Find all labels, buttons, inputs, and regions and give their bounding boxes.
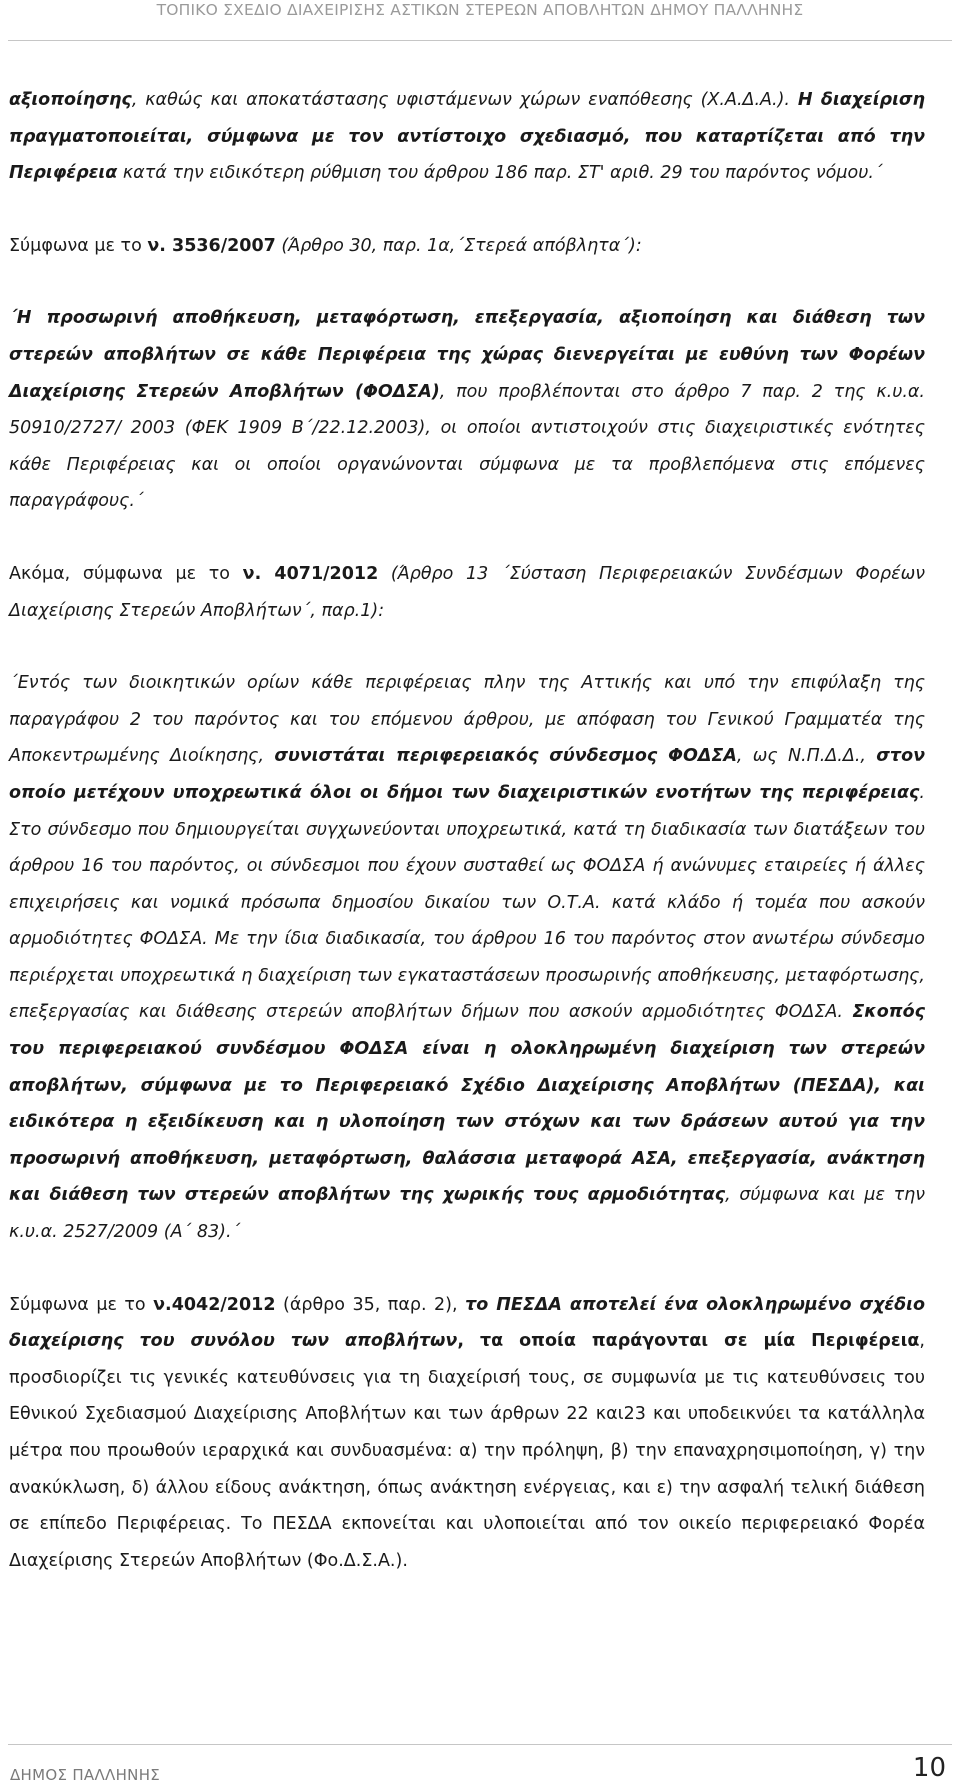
paragraph-3 (9, 300, 925, 520)
text-run: Σύμφωνα με το (9, 235, 148, 256)
paragraph-4 (9, 556, 925, 629)
paragraph-5 (9, 665, 925, 1251)
paragraph-6 (9, 1287, 925, 1580)
text-run: το ΠΕΣΔΑ αποτελεί ένα ολοκληρωμένο σχέδιο διαχείρισης του συνόλου των αποβλήτων (9, 1294, 926, 1352)
text-run: , σύμφωνα και με την κ.υ.α. 2527/2009 (Α΄ 83).΄ (9, 1185, 925, 1243)
text-run: ν.4042/2012 (153, 1294, 276, 1315)
text-run: (άρθρο 35, παρ. 2), (275, 1294, 466, 1315)
paragraph-spacer (9, 629, 925, 665)
text-run: αξιοποίησης (9, 90, 132, 110)
header-divider (8, 40, 952, 41)
page-number: 10 (912, 1753, 946, 1783)
running-header: ΤΟΠΙΚΟ ΣΧΕΔΙΟ ΔΙΑΧΕΙΡΙΣΗΣ ΑΣΤΙΚΩΝ ΣΤΕΡΕΩΝ ΑΠΟΒΛΗΤΩΝ ΔΗΜΟΥ ΠΑΛΛΗΝΗΣ (156, 1, 804, 19)
text-run: στον οποίο μετέχουν υποχρεωτικά όλοι οι δήμοι των διαχειριστικών ενοτήτων της περιφέρειας (9, 746, 926, 803)
paragraph-1 (9, 82, 925, 192)
text-run: ΄Εντός των διοικητικών ορίων κάθε περιφέρειας πλην της Αττικής και υπό την επιφύλαξη της παραγράφου 2 του παρόντος και του επόμενου άρθρου, με απόφαση του Γενικού Γραμματέα της Αποκεντρωμένης Διοίκησης, (9, 673, 925, 767)
text-run: (Άρθρο 13 ΄Σύσταση Περιφερειακών Συνδέσμων Φορέων Διαχείρισης Στερεών Αποβλήτων΄, παρ.1): (9, 563, 925, 621)
paragraph-spacer (9, 192, 925, 228)
paragraph-spacer (9, 1251, 925, 1287)
text-run: ν. 4071/2012 (242, 563, 379, 584)
text-run: ΄Η προσωρινή αποθήκευση, μεταφόρτωση, επεξεργασία, αξιοποίηση και διάθεση των στερεών αποβλήτων σε κάθε Περιφέρεια της χώρας διενεργείται με ευθύνη των Φορέων Διαχείρισης Στερεών Αποβλήτων (ΦΟΔΣΑ) (9, 308, 925, 402)
paragraph-spacer (9, 264, 925, 300)
footer-divider (8, 1744, 952, 1745)
paragraph-spacer (9, 520, 925, 556)
text-run: , τα οποία παράγονται σε μία Περιφέρεια (457, 1331, 920, 1352)
footer-municipality: ΔΗΜΟΣ ΠΑΛΛΗΝΗΣ (10, 1766, 161, 1784)
text-run: , ως Ν.Π.Δ.Δ., (736, 746, 877, 767)
text-run: Η διαχείριση πραγματοποιείται, σύμφωνα με τον αντίστοιχο σχεδιασμό, που καταρτίζεται από την Περιφέρεια (9, 90, 925, 184)
text-run: Σύμφωνα με το (9, 1294, 154, 1315)
text-run: κατά την ειδικότερη ρύθμιση του άρθρου 186 παρ. ΣΤ' αριθ. 29 του παρόντος νόμου.΄ (117, 163, 883, 184)
text-run: συνιστάται περιφερειακός σύνδεσμος ΦΟΔΣΑ (274, 746, 737, 767)
text-run: , που προβλέπονται στο άρθρο 7 παρ. 2 της κ.υ.α. 50910/2727/ 2003 (ΦΕΚ 1909 Β΄/22.12.2003), οι οποίοι αντιστοιχούν στις διαχειριστικές ενότητες κάθε Περιφέρειας και οι οποίοι οργανώνονται σύμφωνα με τα προβλεπόμενα στις επόμενες παραγράφους.΄ (9, 381, 925, 512)
text-run: ν. 3536/2007 (147, 235, 276, 256)
text-run: , καθώς και αποκατάστασης υφιστάμενων χώρων εναπόθεσης (Χ.Α.Δ.Α.). (131, 90, 798, 110)
paragraph-2 (9, 228, 925, 265)
text-run: , προσδιορίζει τις γενικές κατευθύνσεις για τη διαχείρισή τους, σε συμφωνία με τις κατευθύνσεις του Εθνικού Σχεδιασμού Διαχείρισης Αποβλήτων και των άρθρων 22 και23 και υποδεικνύει τα κατάλληλα μέτρα που προωθούν ιεραρχικά και συνδυασμένα: α) την πρόληψη, β) την επαναχρησιμοποίηση, γ) την ανακύκλωση, δ) άλλου είδους ανάκτηση, όπως ανάκτηση ενέργειας, και ε) την ασφαλή τελική διάθεση σε επίπεδο Περιφέρειας. Το ΠΕΣΔΑ εκπονείται και υλοποιείται από τον οικείο περιφερειακό Φορέα Διαχείρισης Στερεών Αποβλήτων (Φο.Δ.Σ.Α.). (9, 1331, 925, 1571)
text-run: . Στο σύνδεσμο που δημιουργείται συγχωνεύονται υποχρεωτικά, κατά τη διαδικασία των διατάξεων του άρθρου 16 του παρόντος, οι σύνδεσμοι που έχουν συσταθεί ως ΦΟΔΣΑ ή ανώνυμες εταιρείες ή άλλες επιχειρήσεις και νομικά πρόσωπα δημοσίου δικαίου των Ο.Τ.Α. κατά κλάδο ή τομέα που ασκούν αρμοδιότητες ΦΟΔΣΑ. Με την ίδια διαδικασία, του άρθρου 16 του παρόντος στον ανωτέρω σύνδεσμο περιέρχεται υποχρεωτικά η διαχείριση των εγκαταστάσεων προσωρινής αποθήκευσης, μεταφόρτωσης, επεξεργασίας και διάθεσης στερεών αποβλήτων δήμων που ασκούν αρμοδιότητες ΦΟΔΣΑ. (9, 782, 925, 1023)
document-body (9, 82, 925, 1579)
text-run: (Άρθρο 30, παρ. 1α,΄Στερεά απόβλητα΄): (275, 235, 642, 256)
text-run: Ακόμα, σύμφωνα με το (9, 563, 243, 584)
text-run: Σκοπός του περιφερειακού συνδέσμου ΦΟΔΣΑ είναι η ολοκληρωμένη διαχείριση των στερεών αποβλήτων, σύμφωνα με το Περιφερειακό Σχέδιο Διαχείρισης Αποβλήτων (ΠΕΣΔΑ), και ειδικότερα η εξειδίκευση και η υλοποίηση των στόχων και των δράσεων αυτού για την προσωρινή αποθήκευση, μεταφόρτωση, θαλάσσια μεταφορά ΑΣΑ, επεξεργασία, ανάκτηση και διάθεση των στερεών αποβλήτων της χωρικής τους αρμοδιότητας (9, 1002, 925, 1206)
